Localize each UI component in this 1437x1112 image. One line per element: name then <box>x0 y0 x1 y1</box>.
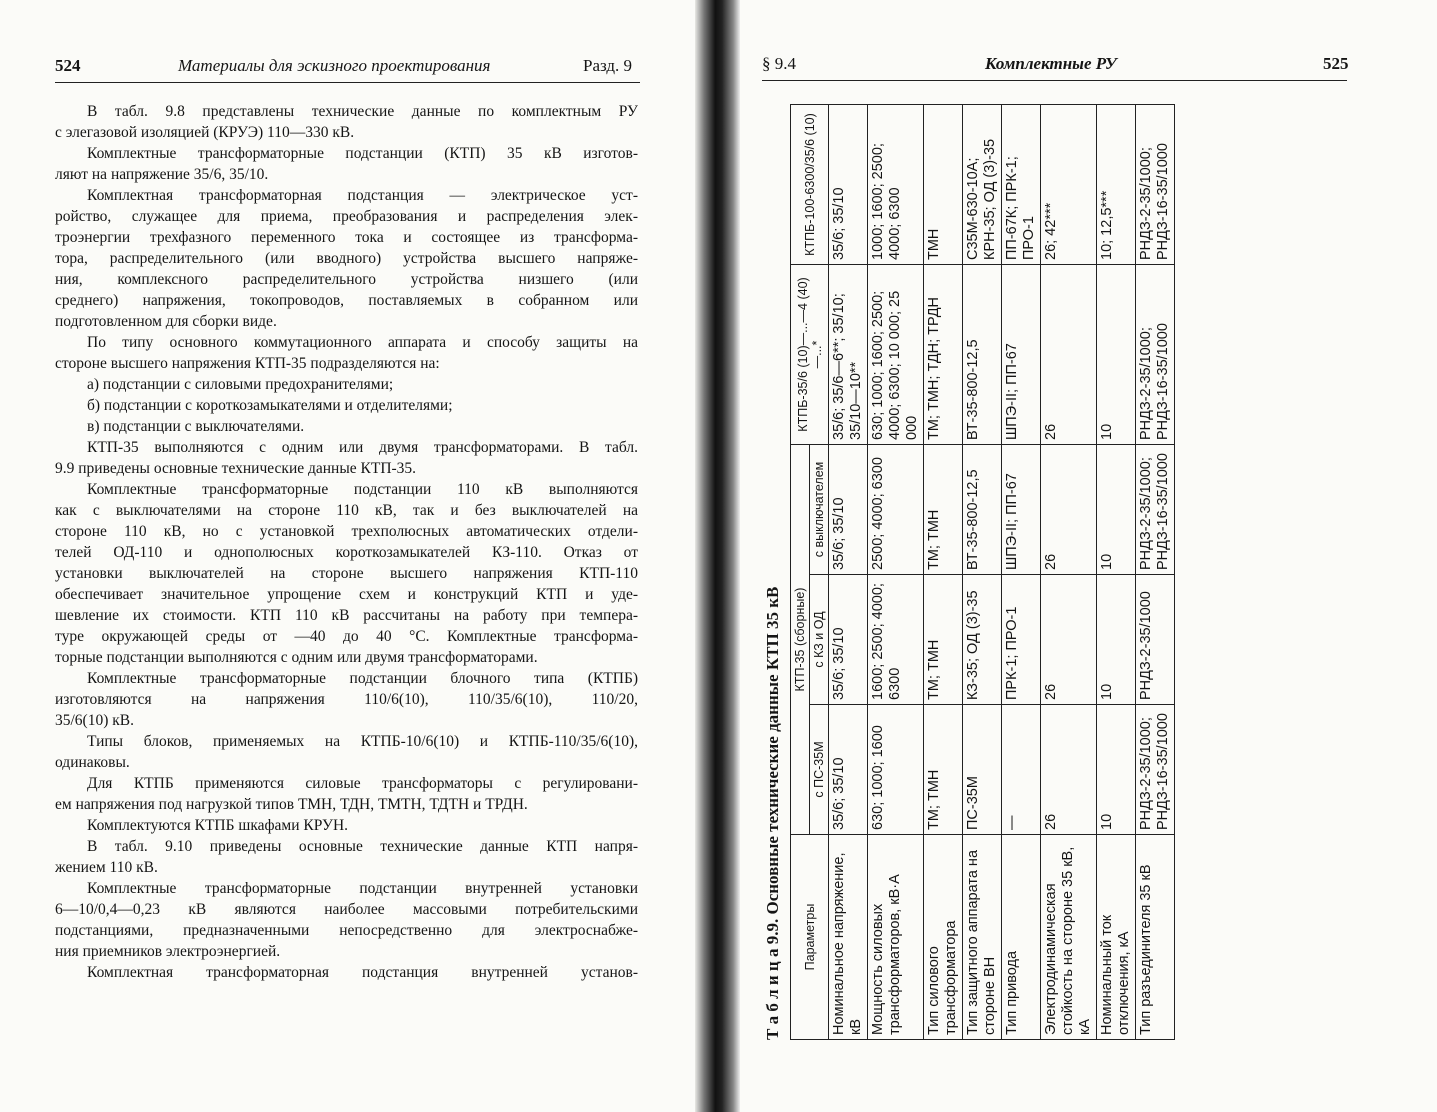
text-line: 35/6(10) кВ. <box>55 712 134 729</box>
table-cell: 26 <box>1041 265 1097 445</box>
text-line: троэнергии трехфазного переменного тока и состоящее из трансформа- <box>55 229 638 246</box>
text-line: 9.9 приведены основные технические данные КТП-35. <box>55 460 417 477</box>
text-line: жением 110 кВ. <box>55 859 158 876</box>
subheader: с КЗ и ОД <box>810 575 829 705</box>
text-line: Комплектуются КТПБ шкафами КРУН. <box>87 817 349 834</box>
text-line: Комплектная трансформаторная подстанция внутренней установ- <box>87 964 638 981</box>
text-line: б) подстанции с короткозамыкателями и отделителями; <box>87 397 453 414</box>
text-line: установки выключателей на стороне высшего напряжения КТП-110 <box>55 565 638 582</box>
text-line: телей ОД-110 и однополюсных короткозамыкателей КЗ-110. Отказ от <box>55 544 638 561</box>
text-line: Комплектная трансформаторная подстанция — электрическое уст- <box>87 187 638 204</box>
text-line: ройство, служащее для приема, преобразования и распределения элек- <box>55 208 638 225</box>
table-cell: РНДЗ-2-35/1000 <box>1136 575 1175 705</box>
table-cell: ВТ-35-800-12,5 <box>963 265 1002 445</box>
table-cell: 26 <box>1041 445 1097 575</box>
table-cell: РНДЗ-2-35/1000; РНДЗ-16-35/1000 <box>1136 265 1175 445</box>
table-cell: 630; 1000; 1600 <box>868 705 924 835</box>
text-line: В табл. 9.8 представлены технические данные по комплектным РУ <box>87 103 638 120</box>
text-line: ния, комплексного распределительного устройства низшего (или <box>55 271 638 288</box>
text-line: изготовляются на напряжения 110/6(10), 110/35/6(10), 110/20, <box>55 691 638 708</box>
table-cell: ПС-35М <box>963 705 1002 835</box>
text-line: Комплектные трансформаторные подстанции 110 кВ выполняются <box>87 481 638 498</box>
text-line: ния приемников электроэнергией. <box>55 943 281 960</box>
text-line: 6—10/0,4—0,23 кВ являются наиболее массовыми потребительскими <box>55 901 638 918</box>
text-line: с элегазовой изоляцией (КРУЭ) 110—330 кВ. <box>55 124 355 141</box>
text-line: Типы блоков, применяемых на КТПБ-10/6(10) и КТПБ-110/35/6(10), <box>87 733 638 750</box>
body-text <box>55 101 638 983</box>
table-cell-parameter: Тип защитного аппарата на стороне ВН <box>963 835 1002 1040</box>
text-line: торные подстанции выполняются с одним или двумя трансформаторами. <box>55 649 538 666</box>
table-cell: 10 <box>1097 705 1136 835</box>
header-rule <box>55 82 640 83</box>
text-line: тора, распределительного (или вводного) устройства высшего напряже- <box>55 250 638 267</box>
text-line: ляют на напряжение 35/6, 35/10. <box>55 166 269 183</box>
table-row <box>924 105 963 1040</box>
table-cell-parameter: Тип привода <box>1002 835 1041 1040</box>
page-number: 525 <box>1323 54 1349 73</box>
page-number: 524 <box>55 56 81 75</box>
table-cell: КЗ-35; ОД (3)-35 <box>963 575 1002 705</box>
table-cell-parameter: Электродинамическая стойкость на стороне 35 кВ, кА <box>1041 835 1097 1040</box>
table-row <box>963 105 1002 1040</box>
text-line: одинаковы. <box>55 754 130 771</box>
text-line: шевление их стоимости. КТП 110 кВ рассчитаны на работу при темпера- <box>55 607 638 624</box>
table-cell-parameter: Номинальное напряжение, кВ <box>829 835 868 1040</box>
table-row <box>1041 105 1097 1040</box>
text-line: подготовленном для сборки виде. <box>55 313 277 330</box>
text-line: ем напряжения под нагрузкой типов ТМН, ТДН, ТМТН, ТДТН и ТРДН. <box>55 796 528 813</box>
table-cell: ТМН <box>924 105 963 265</box>
table-cell: 10 <box>1097 445 1136 575</box>
table-row <box>1136 105 1175 1040</box>
text-line: Для КТПБ применяются силовые трансформаторы с регулировани- <box>87 775 638 792</box>
table-body <box>829 105 1175 1040</box>
table-cell-parameter: Тип разъединителя 35 кВ <box>1136 835 1175 1040</box>
table-cell: ШПЭ-II; ПП-67 <box>1002 265 1041 445</box>
table-cell: ПП-67К; ПРК-1; ПРО-1 <box>1002 105 1041 265</box>
left-page <box>0 0 700 1112</box>
text-line: стороне высшего напряжения КТП-35 подразделяются на: <box>55 355 440 372</box>
table-cell: 35/6; 35/10 <box>829 105 868 265</box>
table-cell: ВТ-35-800-12,5 <box>963 445 1002 575</box>
table-cell: РНДЗ-2-35/1000; РНДЗ-16-35/1000 <box>1136 705 1175 835</box>
table-cell: С35М-630-10А; КРН-35; ОД (3)-35 <box>963 105 1002 265</box>
table-cell: 10 <box>1097 265 1136 445</box>
text-line: Комплектные трансформаторные подстанции блочного типа (КТПБ) <box>87 670 638 687</box>
text-line: КТП-35 выполняются с одним или двумя трансформаторами. В табл. <box>87 439 638 456</box>
text-line: в) подстанции с выключателями. <box>87 418 305 435</box>
table-cell: 35/6; 35/10 <box>829 575 868 705</box>
table-cell: 1600; 2500; 4000; 6300 <box>868 575 924 705</box>
table-cell: ТМ; ТМН <box>924 705 963 835</box>
table-cell: РНДЗ-2-35/1000; РНДЗ-16-35/1000 <box>1136 445 1175 575</box>
text-line: стороне 110 кВ, но с установкой трехполюсных автоматических отдели- <box>55 523 638 540</box>
text-line: обеспечивает значительное упрощение схем и конструкций КТП и уде- <box>55 586 638 603</box>
table-cell-parameter: Номинальный ток отключения, кА <box>1097 835 1136 1040</box>
table-cell: 35/6; 35/10 <box>829 445 868 575</box>
table-cell: 26; 42*** <box>1041 105 1097 265</box>
running-title: Материалы для эскизного проектирования <box>178 56 491 75</box>
section-label: Разд. 9 <box>583 56 633 75</box>
table-cell: ТМ; ТМН <box>924 575 963 705</box>
text-line: среднего) напряжения, токопроводов, поставляемых в собранном или <box>55 292 638 309</box>
book-gutter <box>695 0 740 1112</box>
header-ktpb-b: КТПБ-100-6300/35/6 (10) <box>791 105 829 265</box>
table-cell: ТМ; ТМН; ТДН; ТРДН <box>924 265 963 445</box>
rotated-table-block <box>758 80 1318 1040</box>
table-cell: 10 <box>1097 575 1136 705</box>
header-ktpb-a: КТПБ-35/6 (10)—...—4 (40)—...* <box>791 265 829 445</box>
table-caption: Т а б л и ц а 9.9. Основные технические данные КТП 35 кВ <box>763 586 782 1040</box>
table-row <box>829 105 868 1040</box>
table-cell-parameter: Мощность силовых трансформаторов, кВ·А <box>868 835 924 1040</box>
header-parameters: Параметры <box>791 835 829 1040</box>
table-cell: ШПЭ-II; ПП-67 <box>1002 445 1041 575</box>
table-row <box>1097 105 1136 1040</box>
subheader: с выключателем <box>810 445 829 575</box>
table-cell: — <box>1002 705 1041 835</box>
text-line: Комплектные трансформаторные подстанции (КТП) 35 кВ изготов- <box>87 145 638 162</box>
table-cell: 35/6; 35/6—6**; 35/10; 35/10—10** <box>829 265 868 445</box>
text-line: подстанциями, предназначенными непосредственно для электроснабже- <box>55 922 638 939</box>
text-line: как с выключателями на стороне 110 кВ, так и без выключателей на <box>55 502 638 519</box>
text-line: По типу основного коммутационного аппарата и способу защиты на <box>87 334 638 351</box>
subheader: с ПС-35М <box>810 705 829 835</box>
table-cell: 2500; 4000; 6300 <box>868 445 924 575</box>
table-cell: 35/6; 35/10 <box>829 705 868 835</box>
table-cell: 630; 1000; 1600; 2500; 4000; 6300; 10 000; 25 000 <box>868 265 924 445</box>
table-cell: 1000; 1600; 2500; 4000; 6300 <box>868 105 924 265</box>
spec-table <box>790 104 1175 1040</box>
running-title: Комплектные РУ <box>985 54 1117 73</box>
table-row <box>1002 105 1041 1040</box>
text-line: Комплектные трансформаторные подстанции внутренней установки <box>87 880 638 897</box>
table-cell: 26 <box>1041 575 1097 705</box>
table-cell: 10; 12,5*** <box>1097 105 1136 265</box>
table-cell-parameter: Тип силового трансформатора <box>924 835 963 1040</box>
header-group: КТП-35 (сборные) <box>791 445 810 835</box>
table-cell: ПРК-1; ПРО-1 <box>1002 575 1041 705</box>
text-line: В табл. 9.10 приведены основные технические данные КТП напря- <box>87 838 638 855</box>
table-cell: 26 <box>1041 705 1097 835</box>
table-cell: ТМ; ТМН <box>924 445 963 575</box>
section-label: § 9.4 <box>762 54 796 73</box>
table-cell: РНДЗ-2-35/1000; РНДЗ-16-35/1000 <box>1136 105 1175 265</box>
text-line: туре окружающей среды от —40 до 40 °С. Комплектные трансформа- <box>55 628 638 645</box>
text-line: а) подстанции с силовыми предохранителями; <box>87 376 394 393</box>
table-row <box>868 105 924 1040</box>
